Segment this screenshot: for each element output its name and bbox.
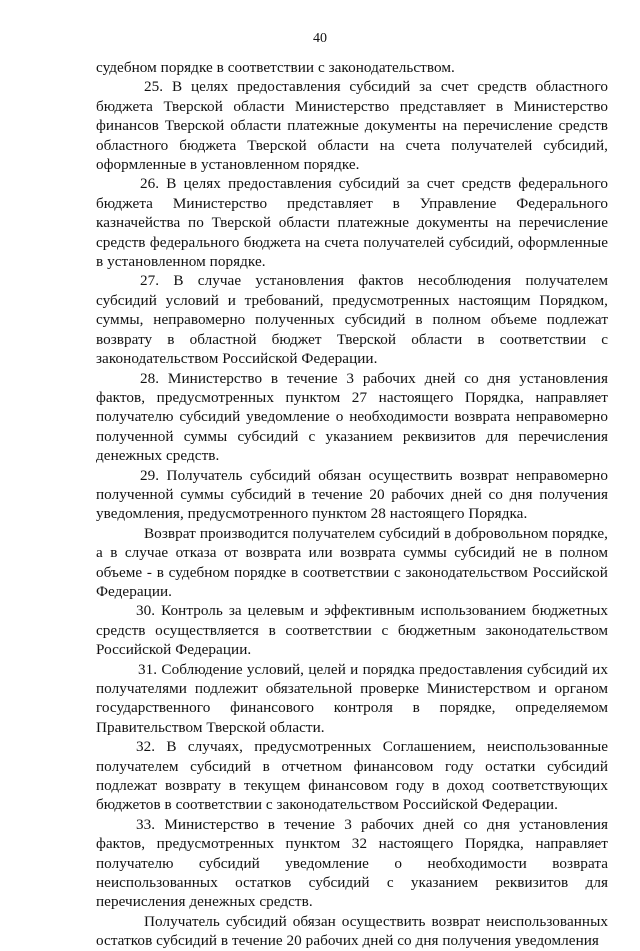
paragraph-33: 33. Министерство в течение 3 рабочих дней со дня установления фактов, предусмотренных пунктом 32 настоящего Порядка, направляет получателю субсидий уведомление о необходимости возврата неиспользованных остатков субсидий с указанием реквизитов для перечисления денежных средств. [96,815,608,911]
paragraph-25: 25. В целях предоставления субсидий за счет средств областного бюджета Тверской области Министерство представляет в Министерство финансов Тверской области платежные документы на перечисление средств областного бюджета Тверской области на счета получателей субсидий, оформленные в установленном порядке. [96,78,608,174]
paragraph-30: 30. Контроль за целевым и эффективным использованием бюджетных средств осуществляется в соответствии с бюджетным законодательством Российской Федерации. [96,602,608,659]
document-body [96,58,608,951]
page-number: 40 [313,31,327,46]
paragraph-26: 26. В целях предоставления субсидий за счет средств федерального бюджета Министерство представляет в Управление Федерального казначейства по Тверской области платежные документы на перечисление средств федерального бюджета на счета получателей субсидий, оформленные в установленном порядке. [96,175,608,271]
paragraph-32: 32. В случаях, предусмотренных Соглашением, неиспользованные получателем субсидий в отчетном финансовом году остатки субсидий подлежат возврату в текущем финансовом году в доход соответствующих бюджетов в соответствии с законодательством Российской Федерации. [96,738,608,814]
paragraph-31: 31. Соблюдение условий, целей и порядка предоставления субсидий их получателями подлежит обязательной проверке Министерством и органом государственного финансового контроля в порядке, определяемом Правительством Тверской области. [96,660,608,736]
paragraph-29: 29. Получатель субсидий обязан осуществить возврат неправомерно полученной суммы субсидий в течение 20 рабочих дней со дня получения уведомления, предусмотренного пунктом 28 настоящего Порядка. [96,466,608,523]
paragraph-continuation: судебном порядке в соответствии с законодательством. [96,59,455,76]
paragraph-33-return: Получатель субсидий обязан осуществить возврат неиспользованных остатков субсидий в течение 20 рабочих дней со дня получения уведомления [96,912,608,950]
paragraph-29-return: Возврат производится получателем субсидий в добровольном порядке, а в случае отказа от возврата или возврата суммы субсидий не в полном объеме - в судебном порядке в соответствии с законодательством Российской Федерации. [96,524,608,600]
paragraph-27: 27. В случае установления фактов несоблюдения получателем субсидий условий и требований, предусмотренных настоящим Порядком, суммы, неправомерно полученных субсидий в полном объеме подлежат возврату в областной бюджет Тверской области в соответствии с законодательством Российской Федерации. [96,272,608,368]
paragraph-28: 28. Министерство в течение 3 рабочих дней со дня установления фактов, предусмотренных пунктом 27 настоящего Порядка, направляет получателю субсидий уведомление о необходимости возврата неправомерно полученной суммы субсидий с указанием реквизитов для перечисления денежных средств. [96,369,608,465]
